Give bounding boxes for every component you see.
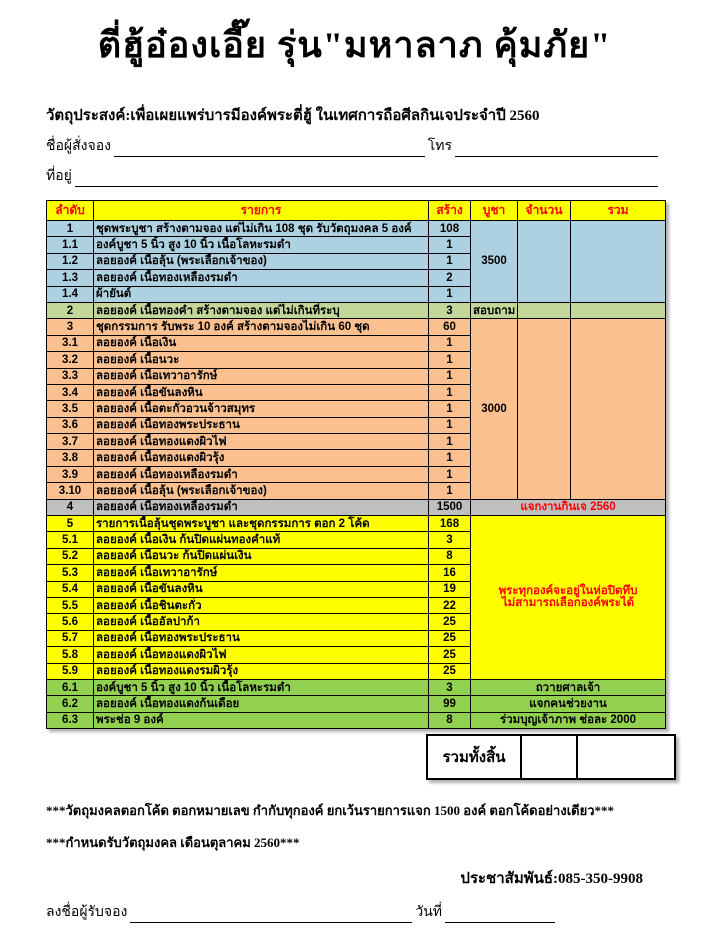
row-number-cell: 5.9 (47, 663, 94, 679)
grand-total-label: รวมทั้งสิ้น (427, 735, 521, 779)
contact-phone: ประชาสัมพันธ์:085-350-9908 (460, 871, 643, 888)
footer-note-delivery: ***กำหนดรับวัตถุมงคล เดือนตุลาคม 2560*** (46, 835, 300, 851)
sum-row2-cell (571, 302, 666, 318)
qty-row2-cell (518, 302, 571, 318)
row-number-cell: 2 (47, 302, 94, 318)
header-item: รายการ (94, 201, 429, 221)
row-description-cell: ผ้ายันต์ (94, 286, 429, 302)
row-description-cell: ลอยองค์ เนื้ออัลปาก้า (94, 614, 429, 630)
phone-label: โทร (427, 139, 452, 154)
row-description-cell: ลอยองค์ เนื้อเงิน ก้นปิดแผ่นทองคำแท้ (94, 532, 429, 548)
row-description-cell: ลอยองค์ เนื้อทองพระประธาน (94, 417, 429, 433)
row-number-cell: 3.2 (47, 352, 94, 368)
row-description-cell: ลอยองค์ เนื้อทองแดงผิวไฟ (94, 647, 429, 663)
row-made-qty-cell: 108 (429, 221, 471, 237)
table-row (47, 221, 666, 237)
header-made: สร้าง (429, 201, 471, 221)
row-made-qty-cell: 16 (429, 565, 471, 581)
row-description-cell: ลอยองค์ เนื้อตะกั่วอวนจ้าวสมุทร (94, 401, 429, 417)
row-description-cell: ลอยองค์ เนื้อขันลงหิน (94, 384, 429, 400)
row-number-cell: 3.8 (47, 450, 94, 466)
phone-line (455, 141, 658, 157)
row-description-cell: พระช่อ 9 องค์ (94, 712, 429, 728)
bucha-price-row2-cell: สอบถาม (471, 302, 518, 318)
row-made-qty-cell: 2 (429, 270, 471, 286)
row-made-qty-cell: 3 (429, 302, 471, 318)
row-made-qty-cell: 8 (429, 548, 471, 564)
grand-total-table (426, 734, 676, 780)
helper-giveaway-note-cell: แจกคนช่วยงาน (471, 696, 666, 712)
receiver-signature-line (130, 907, 412, 923)
orderer-form-line (46, 138, 661, 157)
row-number-cell: 6.1 (47, 679, 94, 695)
row-made-qty-cell: 22 (429, 597, 471, 613)
row-number-cell: 5 (47, 516, 94, 532)
orderer-name-line (114, 141, 425, 157)
row-made-qty-cell: 1 (429, 384, 471, 400)
row-made-qty-cell: 25 (429, 614, 471, 630)
row-description-cell: ลอยองค์ เนื้อเทวาอารักษ์ (94, 565, 429, 581)
row-number-cell: 4 (47, 499, 94, 515)
row-number-cell: 3.7 (47, 434, 94, 450)
row-number-cell: 3 (47, 319, 94, 335)
row-description-cell: ลอยองค์ เนื้อขันลงหิน (94, 581, 429, 597)
address-line (75, 171, 658, 187)
row-made-qty-cell: 1 (429, 237, 471, 253)
row-made-qty-cell: 19 (429, 581, 471, 597)
row-made-qty-cell: 25 (429, 647, 471, 663)
row-made-qty-cell: 1500 (429, 499, 471, 515)
date-label: วันที่ (415, 905, 442, 921)
grand-total-sum-cell (577, 735, 675, 779)
address-form-line (46, 168, 661, 187)
row-description-cell: ลอยองค์ เนื้อทองแดงผิวไฟ (94, 434, 429, 450)
header-total: รวม (571, 201, 666, 221)
address-label: ที่อยู่ (46, 169, 72, 184)
row-number-cell: 5.2 (47, 548, 94, 564)
table-row (47, 319, 666, 335)
receiver-signature-label: ลงชื่อผู้รับจอง (46, 905, 128, 921)
row-description-cell: ชุดพระบูชา สร้างตามจอง แต่ไม่เกิน 108 ชุด รับวัตถุมงคล 5 องค์ (94, 221, 429, 237)
row-made-qty-cell: 1 (429, 368, 471, 384)
row-description-cell: ลอยองค์ เนื้อเทวาอารักษ์ (94, 368, 429, 384)
row-number-cell: 3.3 (47, 368, 94, 384)
signature-form-line (46, 904, 558, 923)
bucha-price-set3-cell: 3000 (471, 319, 518, 499)
sum-set1-cell (571, 221, 666, 303)
table-row (47, 712, 666, 728)
shrine-offering-note-cell: ถวายศาลเจ้า (471, 679, 666, 695)
row-number-cell: 1.3 (47, 270, 94, 286)
sealed-pack-note-cell: พระทุกองค์จะอยู่ในห่อปิดทึบ ไม่สามารถเลือกองค์พระได้ (471, 516, 666, 680)
qty-set3-cell (518, 319, 571, 499)
row-number-cell: 5.4 (47, 581, 94, 597)
giveaway-note-cell: แจกงานกินเจ 2560 (471, 499, 666, 515)
table-header-row (47, 201, 666, 221)
row-number-cell: 3.5 (47, 401, 94, 417)
table-row (47, 696, 666, 712)
row-description-cell: รายการเนื้อลุ้นชุดพระบูชา และชุดกรรมการ ตอก 2 โค้ด (94, 516, 429, 532)
row-description-cell: ลอยองค์ เนื้อทองแดงก้นเดือย (94, 696, 429, 712)
grand-total-qty-cell (521, 735, 577, 779)
row-made-qty-cell: 1 (429, 417, 471, 433)
row-number-cell: 1.4 (47, 286, 94, 302)
qty-set1-cell (518, 221, 571, 303)
row-made-qty-cell: 3 (429, 532, 471, 548)
row-description-cell: องค์บูชา 5 นิ้ว สูง 10 นิ้ว เนื้อโลหะรมดำ (94, 679, 429, 695)
page-title: ตี่ฮู้อ๋องเอี๊ย รุ่น"มหาลาภ คุ้มภัย" (97, 25, 612, 65)
row-made-qty-cell: 1 (429, 335, 471, 351)
row-number-cell: 5.5 (47, 597, 94, 613)
row-description-cell: ลอยองค์ เนื้อลุ้น (พระเลือกเจ้าของ) (94, 253, 429, 269)
row-description-cell: ลอยองค์ เนื้อลุ้น (พระเลือกเจ้าของ) (94, 483, 429, 499)
row-number-cell: 3.4 (47, 384, 94, 400)
orderer-name-label: ชื่อผู้สั่งจอง (46, 139, 111, 154)
row-description-cell: ลอยองค์ เนื้อทองแดงผิวรุ้ง (94, 450, 429, 466)
table-row (47, 499, 666, 515)
row-made-qty-cell: 1 (429, 483, 471, 499)
row-number-cell: 1.2 (47, 253, 94, 269)
row-made-qty-cell: 1 (429, 466, 471, 482)
row-number-cell: 5.7 (47, 630, 94, 646)
date-line (445, 907, 555, 923)
row-made-qty-cell: 8 (429, 712, 471, 728)
row-number-cell: 5.6 (47, 614, 94, 630)
row-number-cell: 5.1 (47, 532, 94, 548)
row-made-qty-cell: 168 (429, 516, 471, 532)
row-made-qty-cell: 1 (429, 286, 471, 302)
row-made-qty-cell: 25 (429, 663, 471, 679)
row-description-cell: ลอยองค์ เนื้อชินตะกั่ว (94, 597, 429, 613)
purpose-subtitle: วัตถุประสงค์:เพื่อเผยแพร่บารมีองค์พระตี่ฮู้ ในเทศการถือศีลกินเจประจำปี 2560 (46, 108, 540, 124)
row-made-qty-cell: 3 (429, 679, 471, 695)
order-table (46, 200, 666, 729)
row-number-cell: 3.6 (47, 417, 94, 433)
row-number-cell: 5.3 (47, 565, 94, 581)
row-description-cell: ลอยองค์ เนื้อทองเหลืองรมดำ (94, 466, 429, 482)
table-row (47, 302, 666, 318)
row-number-cell: 3.10 (47, 483, 94, 499)
row-description-cell: ลอยองค์ เนื้อทองแดงรมผิวรุ้ง (94, 663, 429, 679)
sum-set3-cell (571, 319, 666, 499)
row-made-qty-cell: 1 (429, 401, 471, 417)
table-row (47, 679, 666, 695)
row-description-cell: ลอยองค์ เนื้อนวะ ก้นปิดแผ่นเงิน (94, 548, 429, 564)
row-made-qty-cell: 1 (429, 434, 471, 450)
row-description-cell: ลอยองค์ เนื้อนวะ (94, 352, 429, 368)
grand-total-row (427, 735, 675, 779)
row-made-qty-cell: 1 (429, 352, 471, 368)
sponsor-note-cell: ร่วมบุญเจ้าภาพ ช่อละ 2000 (471, 712, 666, 728)
order-table-body (47, 221, 666, 729)
row-number-cell: 5.8 (47, 647, 94, 663)
row-description-cell: ลอยองค์ เนื้อทองคำ สร้างตามจอง แต่ไม่เกินที่ระบุ (94, 302, 429, 318)
row-description-cell: ลอยองค์ เนื้อทองพระประธาน (94, 630, 429, 646)
row-made-qty-cell: 99 (429, 696, 471, 712)
row-description-cell: ลอยองค์ เนื้อเงิน (94, 335, 429, 351)
row-number-cell: 6.2 (47, 696, 94, 712)
row-number-cell: 3.9 (47, 466, 94, 482)
header-price: บูชา (471, 201, 518, 221)
row-description-cell: ลอยองค์ เนื้อทองเหลืองรมดำ (94, 499, 429, 515)
row-description-cell: ลอยองค์ เนื้อทองเหลืองรมดำ (94, 270, 429, 286)
row-number-cell: 1 (47, 221, 94, 237)
row-made-qty-cell: 25 (429, 630, 471, 646)
footer-note-codes: ***วัตถุมงคลตอกโค้ด ตอกหมายเลข กำกับทุกองค์ ยกเว้นรายการแจก 1500 องค์ ตอกโค้ดอย่างเดียว*** (46, 803, 615, 819)
header-order-no: ลำดับ (47, 201, 94, 221)
row-description-cell: องค์บูชา 5 นิ้ว สูง 10 นิ้ว เนื้อโลหะรมดำ (94, 237, 429, 253)
row-made-qty-cell: 1 (429, 450, 471, 466)
header-quantity: จำนวน (518, 201, 571, 221)
row-description-cell: ชุดกรรมการ รับพระ 10 องค์ สร้างตามจองไม่เกิน 60 ชุด (94, 319, 429, 335)
bucha-price-set1-cell: 3500 (471, 221, 518, 303)
row-number-cell: 3.1 (47, 335, 94, 351)
row-number-cell: 6.3 (47, 712, 94, 728)
row-made-qty-cell: 1 (429, 253, 471, 269)
table-row (47, 516, 666, 532)
row-made-qty-cell: 60 (429, 319, 471, 335)
row-number-cell: 1.1 (47, 237, 94, 253)
